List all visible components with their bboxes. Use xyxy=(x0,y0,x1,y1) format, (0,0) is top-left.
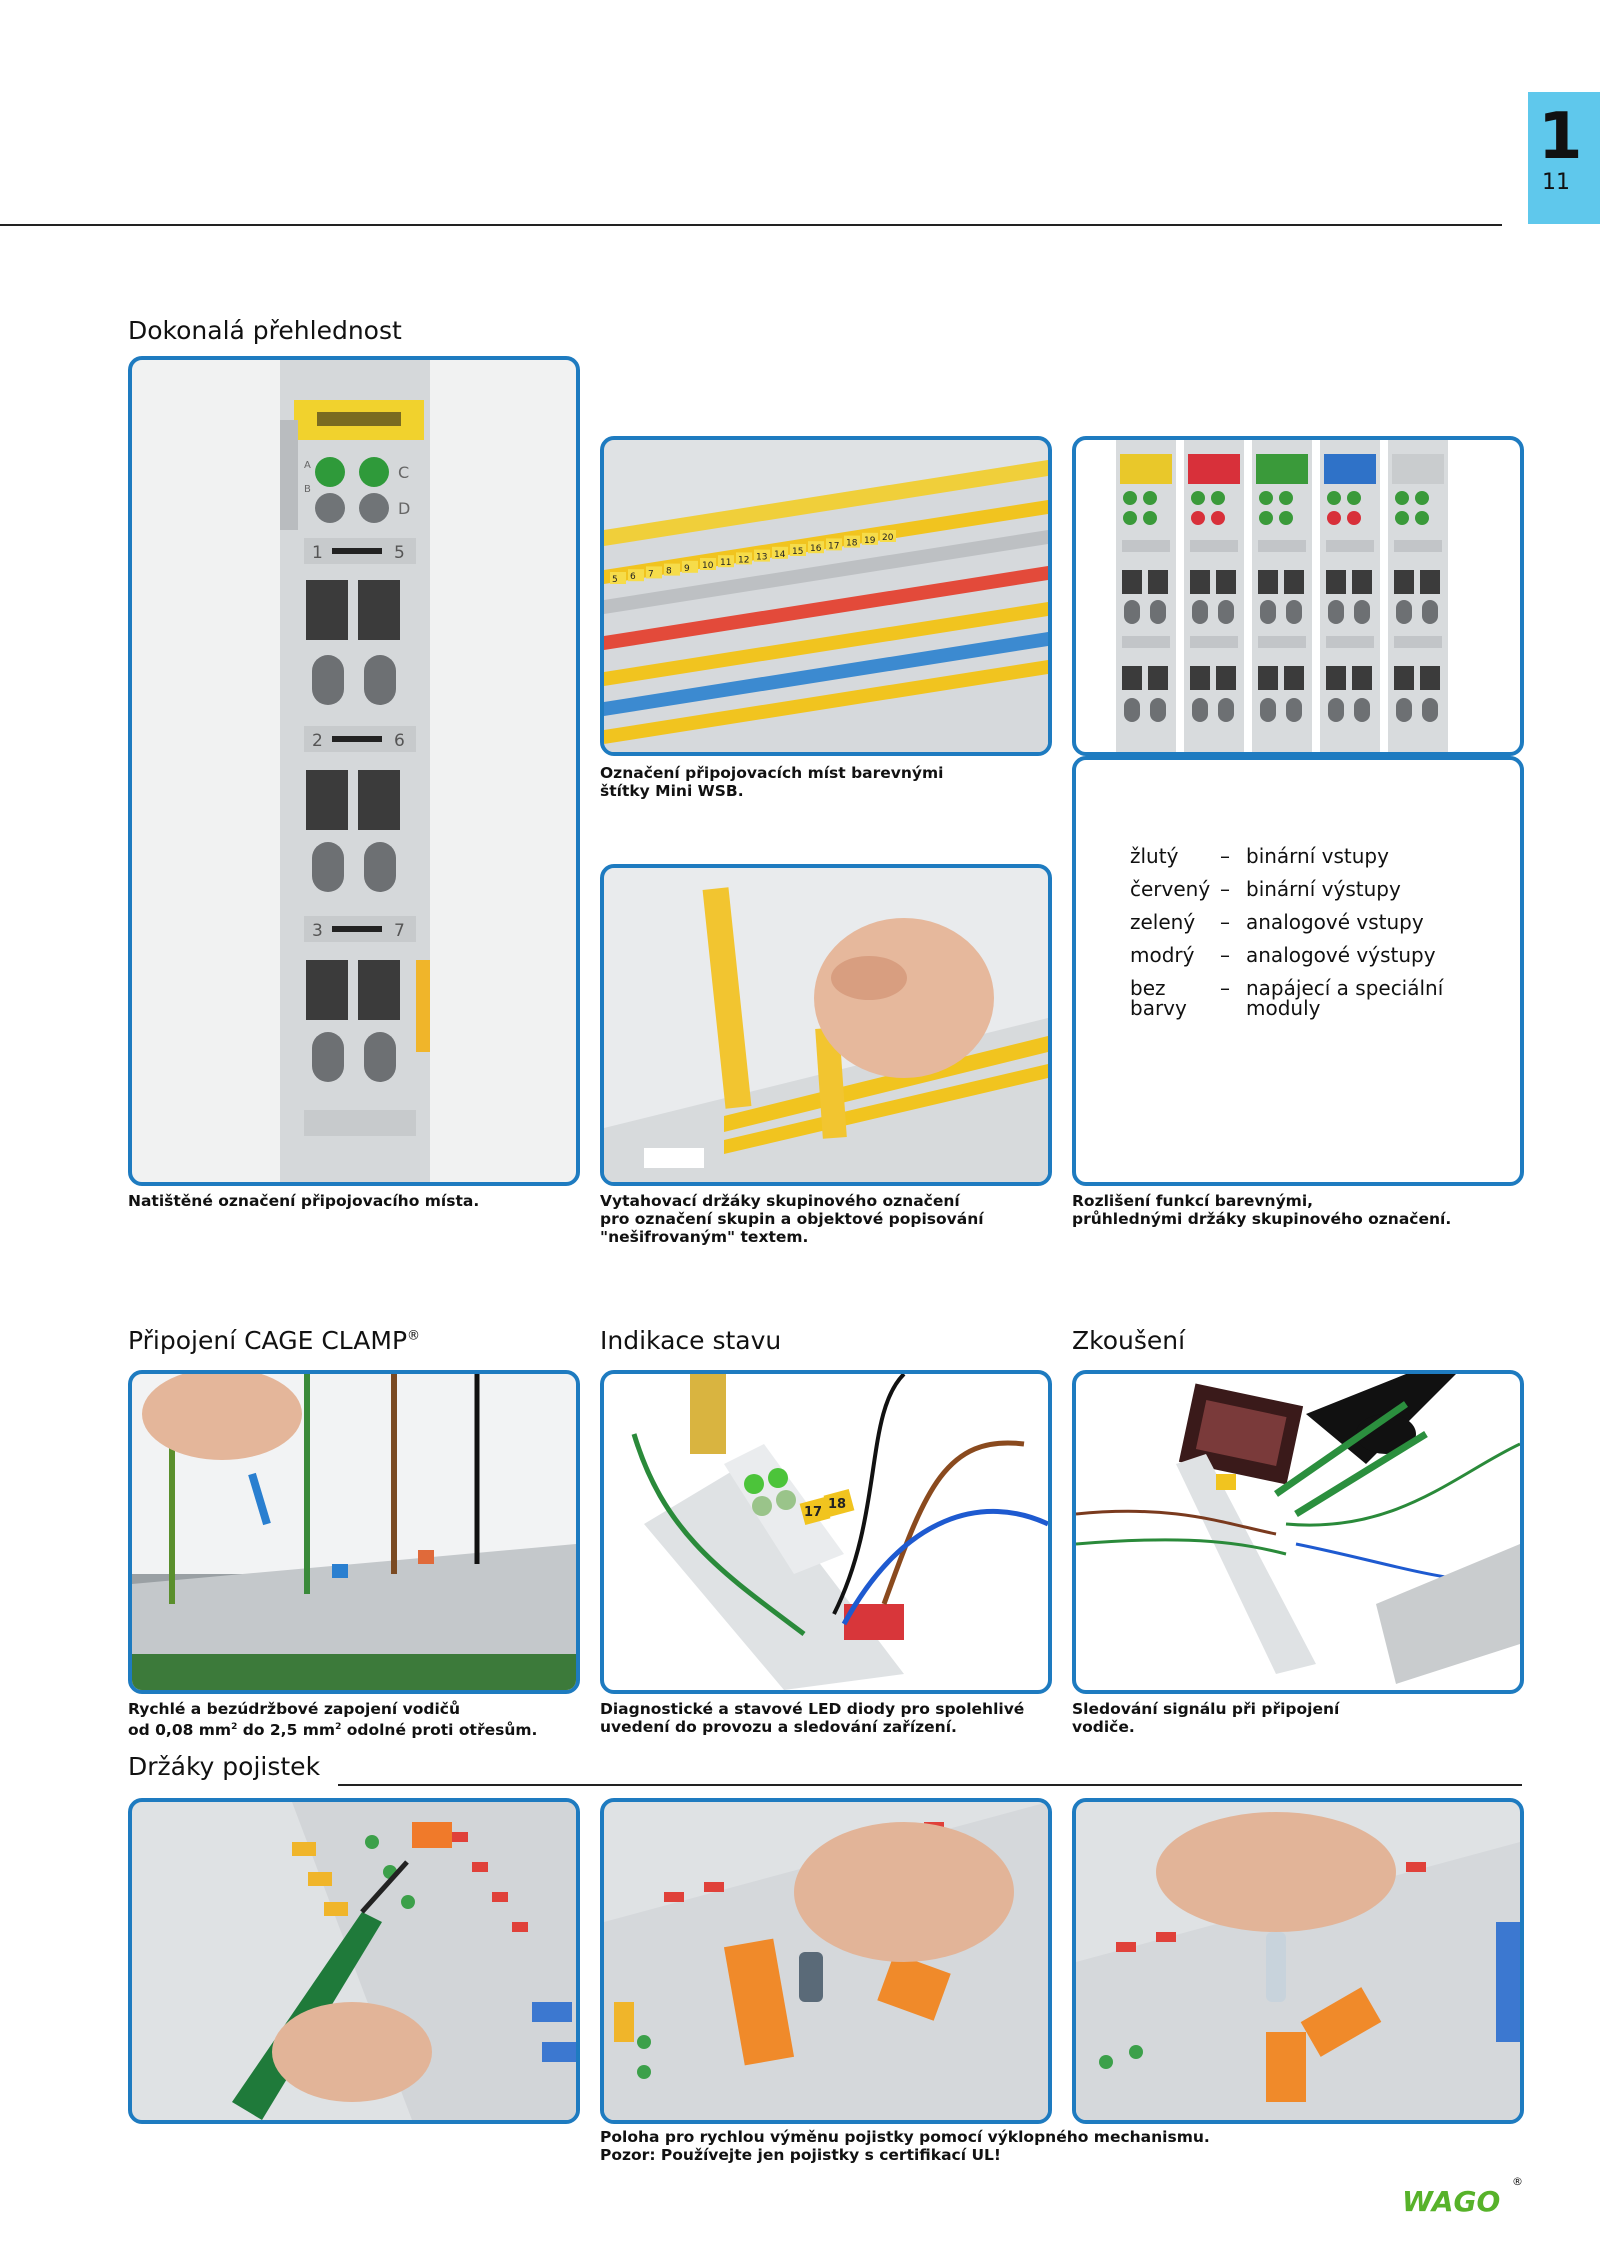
photo-fuse-replace xyxy=(1072,1798,1524,2124)
module-clamp xyxy=(1260,698,1276,722)
module-number-strip xyxy=(1394,540,1442,552)
legend-color: modrý xyxy=(1130,943,1195,967)
registered-mark: ® xyxy=(407,1328,421,1344)
caption-status-line-1: Diagnostické a stavové LED diody pro spolehlivé xyxy=(600,1700,1025,1718)
photo-color-modules xyxy=(1072,436,1524,756)
section-title-cage-clamp-text: Připojení CAGE CLAMP xyxy=(128,1326,408,1355)
module-clamp xyxy=(1218,600,1234,624)
legend-meaning: binární vstupy xyxy=(1246,844,1389,868)
photo-testing xyxy=(1072,1370,1524,1694)
strip-number: 17 xyxy=(828,541,840,552)
module-marker-holder xyxy=(1256,454,1308,484)
module-led xyxy=(1191,511,1205,525)
module-clamp xyxy=(1286,600,1302,624)
module-terminal xyxy=(1394,570,1414,594)
legend-row xyxy=(1130,945,1520,978)
strip-number: 9 xyxy=(684,563,690,574)
module-number-strip xyxy=(1394,636,1442,648)
caption-cage-clamp xyxy=(128,1700,537,1739)
page-number: 11 xyxy=(1542,170,1570,195)
module-number-strip xyxy=(1326,540,1374,552)
module-led xyxy=(1211,491,1225,505)
section-title-status: Indikace stavu xyxy=(600,1326,782,1355)
module-led xyxy=(1415,511,1429,525)
module-clamp xyxy=(1150,600,1166,624)
strip-number: 16 xyxy=(810,544,822,555)
strip-number: 19 xyxy=(864,535,876,546)
legend-dash: – xyxy=(1220,910,1230,934)
status-label-17: 17 xyxy=(804,1505,823,1520)
module-led xyxy=(1211,511,1225,525)
photo-fuse-flip xyxy=(600,1798,1052,2124)
module-number-strip xyxy=(1258,540,1306,552)
photo-cage-clamp xyxy=(128,1370,580,1694)
module-number-strip xyxy=(1258,636,1306,648)
module-led xyxy=(1347,491,1361,505)
module-label-7: 7 xyxy=(394,921,405,941)
chapter-number: 1 xyxy=(1538,100,1583,174)
caption-group-marker-line-3: "nešifrovaným" textem. xyxy=(600,1228,809,1246)
module-terminal xyxy=(1258,570,1278,594)
caption-printed-marking: Natištěné označení připojovacího místa. xyxy=(128,1192,480,1210)
strip-number: 8 xyxy=(666,566,672,577)
module-label-a: A xyxy=(304,460,311,471)
module-clamp xyxy=(1218,698,1234,722)
legend-color: žlutý xyxy=(1130,844,1179,868)
strip-number: 15 xyxy=(792,547,804,557)
module-number-strip xyxy=(1326,636,1374,648)
module-terminal xyxy=(1122,666,1142,690)
superscript-2a: 2 xyxy=(231,1722,238,1732)
section-title-fuse: Držáky pojistek xyxy=(128,1752,321,1781)
module-marker-holder xyxy=(1392,454,1444,484)
module-clamp xyxy=(1328,600,1344,624)
caption-cage-clamp-part-a: od 0,08 mm xyxy=(128,1721,232,1740)
status-label-18: 18 xyxy=(828,1497,847,1512)
caption-mini-wsb-line-2: štítky Mini WSB. xyxy=(600,782,744,800)
strip-number: 20 xyxy=(882,533,894,543)
legend-row xyxy=(1130,912,1520,945)
photo-mini-wsb xyxy=(600,436,1052,756)
module-label-1: 1 xyxy=(312,543,323,563)
legend-meaning: napájecí a speciální moduly xyxy=(1246,976,1444,1020)
strip-number: 12 xyxy=(738,555,750,566)
caption-cage-clamp-part-c: odolné proti otřesům. xyxy=(341,1721,538,1740)
legend-row xyxy=(1130,978,1520,1031)
module-terminal xyxy=(1352,666,1372,690)
module-terminal xyxy=(1284,666,1304,690)
section-rule xyxy=(338,1784,1522,1786)
module-led xyxy=(1259,491,1273,505)
strip-number: 5 xyxy=(612,575,618,585)
caption-fuse xyxy=(600,2128,1210,2164)
module-number-strip xyxy=(1190,540,1238,552)
module-marker-holder xyxy=(1120,454,1172,484)
caption-color-function-line-1: Rozlišení funkcí barevnými, xyxy=(1072,1192,1314,1210)
module-clamp xyxy=(1422,600,1438,624)
module-clamp xyxy=(1124,698,1140,722)
legend-dash: – xyxy=(1220,877,1230,901)
caption-cage-clamp-part-b: do 2,5 mm xyxy=(237,1721,336,1740)
module-led xyxy=(1279,491,1293,505)
module-clamp xyxy=(1422,698,1438,722)
module-led xyxy=(1143,491,1157,505)
module-terminal xyxy=(1190,570,1210,594)
module-marker-holder xyxy=(1188,454,1240,484)
caption-group-marker-line-1: Vytahovací držáky skupinového označení xyxy=(600,1192,960,1210)
module-terminal xyxy=(1326,570,1346,594)
header-rule xyxy=(0,224,1502,226)
caption-fuse-line-2: Pozor: Používejte jen pojistky s certifikací UL! xyxy=(600,2146,1001,2164)
caption-cage-clamp-line-2 xyxy=(128,1718,537,1739)
caption-cage-clamp-line-1: Rychlé a bezúdržbové zapojení vodičů xyxy=(128,1700,461,1718)
module-led xyxy=(1415,491,1429,505)
strip-number: 6 xyxy=(630,572,636,583)
color-legend-table xyxy=(1130,846,1520,1031)
photo-group-marker xyxy=(600,864,1052,1186)
module-led xyxy=(1143,511,1157,525)
module-clamp xyxy=(1354,698,1370,722)
module-number-strip xyxy=(1122,636,1170,648)
section-title-cage-clamp xyxy=(128,1326,420,1355)
caption-color-function xyxy=(1072,1192,1451,1228)
superscript-2b: 2 xyxy=(335,1722,342,1732)
module-led xyxy=(1327,511,1341,525)
module-led xyxy=(1123,491,1137,505)
module-led xyxy=(1347,511,1361,525)
caption-status xyxy=(600,1700,1024,1736)
module-label-5: 5 xyxy=(394,543,405,563)
wago-logo-text: WAGO xyxy=(1402,2185,1501,2215)
module-clamp xyxy=(1328,698,1344,722)
caption-status-line-2: uvedení do provozu a sledování zařízení. xyxy=(600,1718,957,1736)
module-terminal xyxy=(1122,570,1142,594)
legend-meaning: analogové výstupy xyxy=(1246,943,1436,967)
module-terminal xyxy=(1394,666,1414,690)
module-clamp xyxy=(1124,600,1140,624)
module-terminal xyxy=(1284,570,1304,594)
module-led xyxy=(1395,491,1409,505)
legend-meaning: analogové vstupy xyxy=(1246,910,1424,934)
module-led xyxy=(1191,491,1205,505)
module-terminal xyxy=(1148,666,1168,690)
color-legend-box xyxy=(1072,756,1524,1186)
strip-number: 10 xyxy=(702,561,714,571)
module-terminal xyxy=(1216,666,1236,690)
module-clamp xyxy=(1396,600,1412,624)
section-title-testing: Zkoušení xyxy=(1072,1326,1186,1355)
caption-mini-wsb xyxy=(600,764,944,800)
photo-fuse-screwdriver xyxy=(128,1798,580,2124)
module-clamp xyxy=(1286,698,1302,722)
caption-color-function-line-2: průhlednými držáky skupinového označení. xyxy=(1072,1210,1452,1228)
module-clamp xyxy=(1192,698,1208,722)
module-label-b: B xyxy=(304,484,311,495)
caption-testing xyxy=(1072,1700,1339,1736)
module-terminal xyxy=(1420,666,1440,690)
caption-testing-line-2: vodiče. xyxy=(1072,1718,1135,1736)
module-led xyxy=(1123,511,1137,525)
legend-row xyxy=(1130,846,1520,879)
module-marker-holder xyxy=(1324,454,1376,484)
caption-fuse-line-1: Poloha pro rychlou výměnu pojistky pomocí výklopného mechanismu. xyxy=(600,2128,1210,2146)
strip-number: 18 xyxy=(846,538,858,549)
module-label-c: C xyxy=(398,463,410,482)
module-number-strip xyxy=(1122,540,1170,552)
caption-mini-wsb-line-1: Označení připojovacích míst barevnými xyxy=(600,764,944,782)
module-clamp xyxy=(1354,600,1370,624)
photo-status-leds xyxy=(600,1370,1052,1694)
caption-group-marker-line-2: pro označení skupin a objektové popisování xyxy=(600,1210,984,1228)
strip-number: 13 xyxy=(756,552,768,563)
photo-printed-marking xyxy=(128,356,580,1186)
module-label-d: D xyxy=(398,499,411,518)
legend-dash: – xyxy=(1220,844,1230,868)
legend-dash: – xyxy=(1220,976,1230,1000)
module-terminal xyxy=(1420,570,1440,594)
module-clamp xyxy=(1192,600,1208,624)
strip-number: 7 xyxy=(648,569,654,580)
module-led xyxy=(1259,511,1273,525)
module-clamp xyxy=(1260,600,1276,624)
caption-testing-line-1: Sledování signálu při připojení xyxy=(1072,1700,1340,1718)
legend-dash: – xyxy=(1220,943,1230,967)
module-led xyxy=(1279,511,1293,525)
wago-registered-mark: ® xyxy=(1512,2175,1523,2188)
caption-group-marker xyxy=(600,1192,984,1246)
legend-row xyxy=(1130,879,1520,912)
module-terminal xyxy=(1148,570,1168,594)
module-label-2: 2 xyxy=(312,731,323,751)
wago-logo xyxy=(1400,2185,1508,2215)
module-terminal xyxy=(1352,570,1372,594)
module-label-6: 6 xyxy=(394,731,405,751)
module-clamp xyxy=(1396,698,1412,722)
legend-color: bez barvy xyxy=(1130,976,1187,1020)
module-terminal xyxy=(1326,666,1346,690)
module-label-3: 3 xyxy=(312,921,323,941)
strip-number: 14 xyxy=(774,549,786,560)
module-clamp xyxy=(1150,698,1166,722)
module-terminal xyxy=(1258,666,1278,690)
section-title-overview: Dokonalá přehlednost xyxy=(128,316,402,345)
strip-number: 11 xyxy=(720,558,732,569)
module-number-strip xyxy=(1190,636,1238,648)
module-led xyxy=(1395,511,1409,525)
legend-meaning: binární výstupy xyxy=(1246,877,1401,901)
module-terminal xyxy=(1190,666,1210,690)
legend-color: zelený xyxy=(1130,910,1196,934)
legend-color: červený xyxy=(1130,877,1211,901)
module-led xyxy=(1327,491,1341,505)
module-terminal xyxy=(1216,570,1236,594)
